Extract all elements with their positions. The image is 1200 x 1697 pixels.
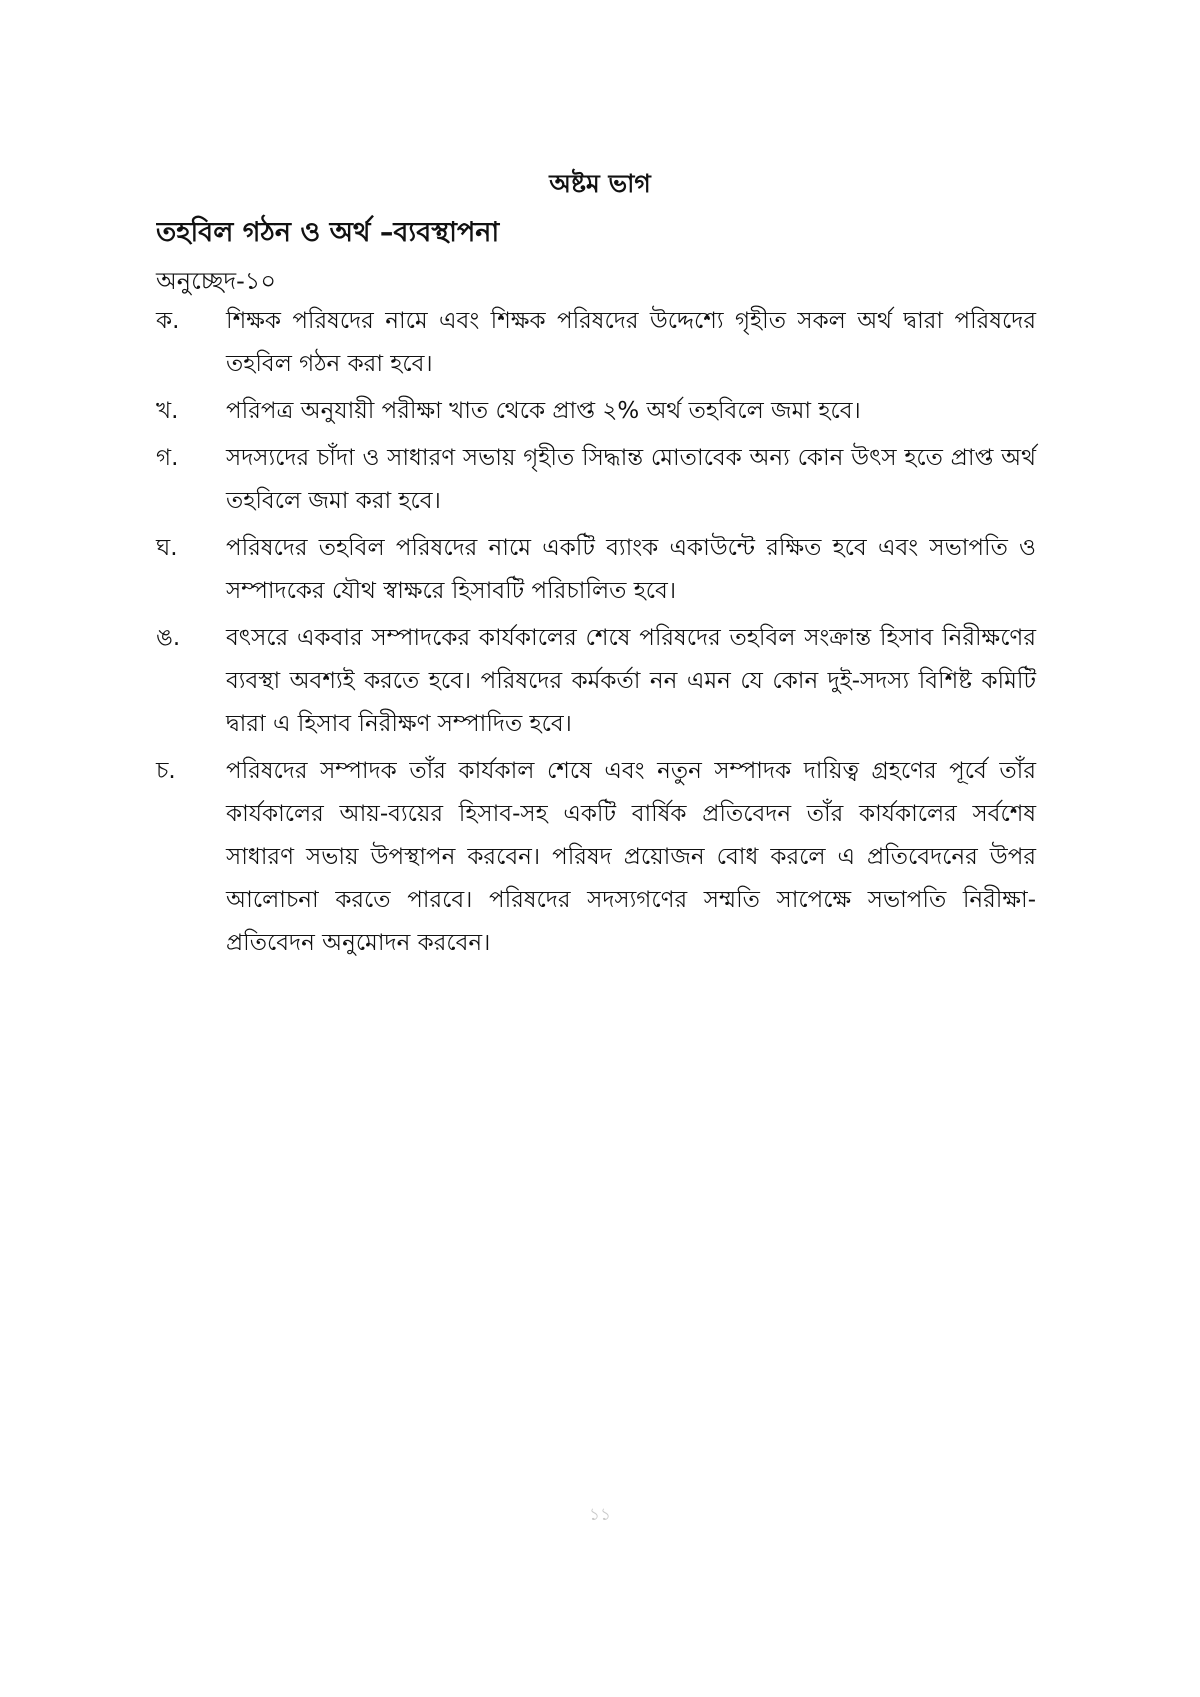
clause-label: ক. bbox=[156, 308, 180, 334]
clause-text: শিক্ষক পরিষদের নামে এবং শিক্ষক পরিষদের উদ্দেশ্যে গৃহীত সকল অর্থ দ্বারা পরিষদের তহবিল গঠন করা হবে। bbox=[226, 308, 1036, 377]
clause-text: বৎসরে একবার সম্পাদকের কার্যকালের শেষে পরিষদের তহবিল সংক্রান্ত হিসাব নিরীক্ষণের ব্যবস্থা অবশ্যই করতে হবে। পরিষদের কর্মকর্তা নন এমন যে কোন দুই-সদস্য বিশিষ্ট কমিটি দ্বারা এ হিসাব নিরীক্ষণ সম্পাদিত হবে। bbox=[226, 625, 1036, 737]
clause-label: চ. bbox=[156, 758, 176, 784]
clause-label: ঙ. bbox=[156, 625, 181, 651]
section-heading: তহবিল গঠন ও অর্থ –ব্যবস্থাপনা bbox=[156, 217, 500, 248]
clause-text: পরিষদের সম্পাদক তাঁর কার্যকাল শেষে এবং নতুন সম্পাদক দায়িত্ব গ্রহণের পূর্বে তাঁর কার্যকালের আয়-ব্যয়ের হিসাব-সহ একটি বার্ষিক প্রতিবেদন তাঁর কার্যকালের সর্বশেষ সাধারণ সভায় উপস্থাপন করবেন। পরিষদ প্রয়োজন বোধ করলে এ প্রতিবেদনের উপর আলোচনা করতে পারবে। পরিষদের সদস্যগণের সম্মতি সাপেক্ষে সভাপতি নিরীক্ষা-প্রতিবেদন অনুমোদন করবেন। bbox=[226, 758, 1036, 956]
page-number: ১১ bbox=[588, 1505, 612, 1525]
clause-ka bbox=[156, 300, 1036, 386]
clause-gha bbox=[156, 527, 1036, 613]
clause-list bbox=[156, 300, 1036, 969]
clause-text: সদস্যদের চাঁদা ও সাধারণ সভায় গৃহীত সিদ্ধান্ত মোতাবেক অন্য কোন উৎস হতে প্রাপ্ত অর্থ তহবিলে জমা করা হবে। bbox=[226, 445, 1036, 514]
clause-ga bbox=[156, 437, 1036, 523]
clause-cha bbox=[156, 750, 1036, 965]
clause-text: পরিষদের তহবিল পরিষদের নামে একটি ব্যাংক একাউন্টে রক্ষিত হবে এবং সভাপতি ও সম্পাদকের যৌথ স্বাক্ষরে হিসাবটি পরিচালিত হবে। bbox=[226, 535, 1036, 604]
clause-umo bbox=[156, 617, 1036, 746]
article-label: অনুচ্ছেদ-১০ bbox=[156, 267, 276, 295]
clause-label: খ. bbox=[156, 398, 179, 424]
clause-label: গ. bbox=[156, 445, 179, 471]
clause-text: পরিপত্র অনুযায়ী পরীক্ষা খাত থেকে প্রাপ্ত ২% অর্থ তহবিলে জমা হবে। bbox=[226, 398, 861, 424]
part-title: অষ্টম ভাগ bbox=[549, 169, 651, 198]
clause-kha bbox=[156, 390, 1036, 433]
clause-label: ঘ. bbox=[156, 535, 178, 561]
